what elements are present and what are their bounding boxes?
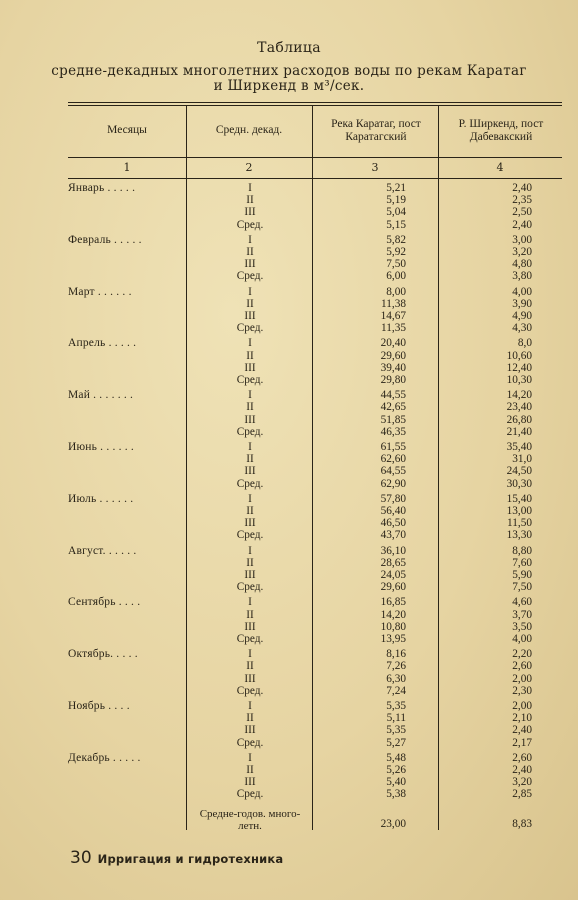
karatag-value: 28,65 — [380, 556, 406, 569]
decade-label: III — [244, 309, 256, 322]
shirkend-value: 4,30 — [512, 322, 532, 335]
decade-label: II — [246, 194, 254, 207]
decade-label: Сред. — [236, 581, 264, 594]
decade-label: Сред. — [236, 684, 264, 697]
decade-label: I — [248, 337, 252, 350]
karatag-value: 13,95 — [380, 632, 406, 645]
month-name: Май . . . . . . . — [68, 389, 134, 402]
month-block — [68, 441, 562, 493]
shirkend-value: 8,0 — [517, 337, 532, 350]
shirkend-value: 2,40 — [512, 182, 532, 194]
karatag-value: 16,85 — [380, 596, 406, 609]
shirkend-value: 3,20 — [512, 245, 532, 258]
karatag-value: 62,90 — [380, 477, 406, 490]
karatag-value: 57,80 — [380, 492, 406, 505]
decade-label: Сред. — [236, 736, 264, 749]
shirkend-value: 10,30 — [506, 373, 532, 386]
decade-label: II — [246, 504, 254, 517]
decade-label: II — [246, 556, 254, 569]
karatag-value: 5,15 — [386, 218, 406, 231]
decade-label: III — [244, 672, 256, 685]
shirkend-value: 2,60 — [512, 751, 532, 764]
shirkend-value: 3,20 — [512, 776, 532, 789]
shirkend-value: 35,40 — [506, 440, 532, 453]
decade-label: III — [244, 361, 256, 374]
table-body — [68, 182, 562, 804]
decade-label: III — [244, 413, 256, 426]
shirkend-value: 11,50 — [507, 517, 532, 530]
karatag-value: 10,80 — [380, 620, 406, 633]
karatag-value: 14,67 — [380, 309, 406, 322]
decade-label: Сред. — [236, 270, 264, 283]
column-number-2: 2 — [245, 161, 253, 174]
shirkend-value: 13,00 — [506, 504, 532, 517]
shirkend-value: 12,40 — [506, 361, 532, 374]
karatag-value: 7,26 — [386, 660, 406, 673]
karatag-value: 5,40 — [386, 776, 406, 789]
decade-label: I — [248, 492, 252, 505]
shirkend-value: 3,70 — [512, 608, 532, 621]
decade-label: II — [246, 712, 254, 725]
karatag-value: 5,27 — [386, 736, 406, 749]
shirkend-value: 2,40 — [512, 724, 532, 737]
decade-label: III — [244, 724, 256, 737]
decade-label: I — [248, 285, 252, 298]
karatag-value: 46,50 — [380, 517, 406, 530]
decade-label: II — [246, 660, 254, 673]
shirkend-value: 23,40 — [506, 401, 532, 414]
journal-name: Ирригация и гидротехника — [97, 852, 284, 866]
shirkend-value: 13,30 — [506, 529, 532, 542]
month-block — [68, 752, 562, 804]
shirkend-value: 2,60 — [512, 660, 532, 673]
month-name: Август. . . . . . — [68, 544, 137, 557]
decade-label: III — [244, 568, 256, 581]
karatag-value: 29,80 — [380, 373, 406, 386]
month-name: Июнь . . . . . . — [68, 440, 134, 453]
decade-label: II — [246, 453, 254, 466]
shirkend-value: 4,80 — [512, 258, 532, 271]
month-name: Февраль . . . . . — [68, 233, 142, 246]
decade-label: II — [246, 349, 254, 362]
decade-label: I — [248, 440, 252, 453]
decade-label: III — [244, 517, 256, 530]
decade-label: III — [244, 620, 256, 633]
shirkend-value: 31,0 — [512, 453, 532, 466]
shirkend-value: 2,30 — [512, 684, 532, 697]
karatag-value: 6,30 — [386, 672, 406, 685]
month-name: Октябрь. . . . . — [68, 648, 138, 661]
table-subtitle-line2: и Ширкенд в м³/сек. — [213, 78, 365, 94]
shirkend-value: 3,90 — [512, 297, 532, 310]
karatag-value: 20,40 — [380, 337, 406, 350]
shirkend-value: 14,20 — [506, 389, 532, 402]
karatag-value: 29,60 — [380, 349, 406, 362]
karatag-value: 11,35 — [381, 322, 406, 335]
table-top-rule-double — [68, 105, 562, 106]
shirkend-value: 2,35 — [512, 194, 532, 207]
shirkend-value: 8,80 — [512, 544, 532, 557]
decade-label: I — [248, 389, 252, 402]
shirkend-value: 2,50 — [512, 206, 532, 219]
karatag-value: 43,70 — [380, 529, 406, 542]
decade-label: III — [244, 776, 256, 789]
karatag-value: 5,26 — [386, 763, 406, 776]
karatag-value: 5,04 — [386, 206, 406, 219]
karatag-value: 36,10 — [380, 544, 406, 557]
decade-label: I — [248, 699, 252, 712]
decade-label: III — [244, 206, 256, 219]
decade-label: II — [246, 763, 254, 776]
karatag-value: 61,55 — [380, 440, 406, 453]
month-block — [68, 389, 562, 441]
decade-label: III — [244, 258, 256, 271]
shirkend-value: 4,00 — [512, 285, 532, 298]
yearly-label: Средне-годов. много- летн. — [199, 808, 301, 832]
shirkend-value: 10,60 — [506, 349, 532, 362]
yearly-karatag-value: 23,00 — [380, 818, 406, 830]
month-name: Январь . . . . . — [68, 182, 136, 194]
karatag-value: 6,00 — [386, 270, 406, 283]
karatag-value: 42,65 — [380, 401, 406, 414]
decade-label: Сред. — [236, 632, 264, 645]
month-name: Март . . . . . . — [68, 285, 132, 298]
month-name: Декабрь . . . . . — [68, 751, 141, 764]
month-name: Апрель . . . . . — [68, 337, 137, 350]
karatag-value: 56,40 — [380, 504, 406, 517]
karatag-value: 29,60 — [380, 581, 406, 594]
karatag-value: 5,92 — [386, 245, 406, 258]
month-block — [68, 648, 562, 700]
karatag-value: 8,00 — [386, 285, 406, 298]
header-bottom-rule — [68, 157, 562, 158]
shirkend-value: 26,80 — [506, 413, 532, 426]
karatag-value: 39,40 — [380, 361, 406, 374]
decade-label: Сред. — [236, 218, 264, 231]
month-name: Сентябрь . . . . — [68, 596, 141, 609]
decade-label: II — [246, 245, 254, 258]
column-number-1: 1 — [123, 161, 131, 174]
shirkend-value: 21,40 — [506, 425, 532, 438]
karatag-value: 7,24 — [386, 684, 406, 697]
shirkend-value: 30,30 — [506, 477, 532, 490]
karatag-value: 8,16 — [386, 648, 406, 661]
numbers-bottom-rule — [68, 178, 562, 179]
shirkend-value: 2,10 — [512, 712, 532, 725]
shirkend-value: 2,40 — [512, 763, 532, 776]
month-block — [68, 337, 562, 389]
karatag-value: 11,38 — [381, 297, 406, 310]
karatag-value: 7,50 — [386, 258, 406, 271]
decade-label: I — [248, 751, 252, 764]
page-number: 30 — [70, 848, 92, 868]
karatag-value: 5,38 — [386, 788, 406, 801]
shirkend-value: 4,90 — [512, 309, 532, 322]
shirkend-value: 24,50 — [506, 465, 532, 478]
karatag-value: 64,55 — [380, 465, 406, 478]
decade-label: Сред. — [236, 322, 264, 335]
shirkend-value: 3,50 — [512, 620, 532, 633]
yearly-shirkend-value: 8,83 — [512, 818, 532, 830]
shirkend-value: 3,80 — [512, 270, 532, 283]
table-top-rule — [68, 102, 562, 103]
shirkend-value: 2,17 — [512, 736, 532, 749]
karatag-value: 5,11 — [386, 712, 406, 725]
karatag-value: 62,60 — [380, 453, 406, 466]
month-block — [68, 545, 562, 597]
karatag-value: 5,35 — [386, 724, 406, 737]
decade-label: Сред. — [236, 373, 264, 386]
karatag-value: 5,35 — [386, 699, 406, 712]
shirkend-value: 2,85 — [512, 788, 532, 801]
month-name: Июль . . . . . . — [68, 492, 134, 505]
karatag-value: 5,82 — [386, 233, 406, 246]
decade-label: III — [244, 465, 256, 478]
shirkend-value: 2,00 — [512, 699, 532, 712]
decade-label: I — [248, 544, 252, 557]
month-block — [68, 182, 562, 234]
column-number-4: 4 — [496, 161, 504, 174]
decade-label: Сред. — [236, 425, 264, 438]
decade-label: II — [246, 401, 254, 414]
shirkend-value: 4,00 — [512, 632, 532, 645]
header-months: Месяцы — [107, 124, 147, 136]
month-block — [68, 234, 562, 286]
decade-label: I — [248, 233, 252, 246]
shirkend-value: 4,60 — [512, 596, 532, 609]
header-decade: Средн. декад. — [215, 124, 283, 136]
decade-label: I — [248, 596, 252, 609]
shirkend-value: 7,60 — [512, 556, 532, 569]
karatag-value: 51,85 — [380, 413, 406, 426]
karatag-value: 5,48 — [386, 751, 406, 764]
table-title: Таблица — [257, 40, 321, 56]
month-block — [68, 700, 562, 752]
month-block — [68, 596, 562, 648]
shirkend-value: 7,50 — [512, 581, 532, 594]
column-number-3: 3 — [371, 161, 379, 174]
karatag-value: 44,55 — [380, 389, 406, 402]
shirkend-value: 2,20 — [512, 648, 532, 661]
month-block — [68, 286, 562, 338]
karatag-value: 5,19 — [386, 194, 406, 207]
header-shirkend: Р. Ширкенд, пост Дабевакский — [458, 118, 544, 143]
page-footer — [70, 848, 283, 868]
karatag-value: 5,21 — [386, 182, 406, 194]
shirkend-value: 2,00 — [512, 672, 532, 685]
decade-label: II — [246, 297, 254, 310]
shirkend-value: 5,90 — [512, 568, 532, 581]
decade-label: Сред. — [236, 477, 264, 490]
karatag-value: 24,05 — [380, 568, 406, 581]
decade-label: I — [248, 648, 252, 661]
table-subtitle-line1: средне-декадных многолетних расходов воды по рекам Каратаг — [51, 63, 527, 79]
karatag-value: 14,20 — [380, 608, 406, 621]
month-name: Ноябрь . . . . — [68, 699, 130, 712]
decade-label: Сред. — [236, 529, 264, 542]
shirkend-value: 2,40 — [512, 218, 532, 231]
decade-label: II — [246, 608, 254, 621]
karatag-value: 46,35 — [380, 425, 406, 438]
decade-label: Сред. — [236, 788, 264, 801]
month-block — [68, 493, 562, 545]
shirkend-value: 3,00 — [512, 233, 532, 246]
header-karatag: Река Каратаг, пост Каратагский — [331, 118, 421, 143]
decade-label: I — [248, 182, 252, 194]
shirkend-value: 15,40 — [506, 492, 532, 505]
